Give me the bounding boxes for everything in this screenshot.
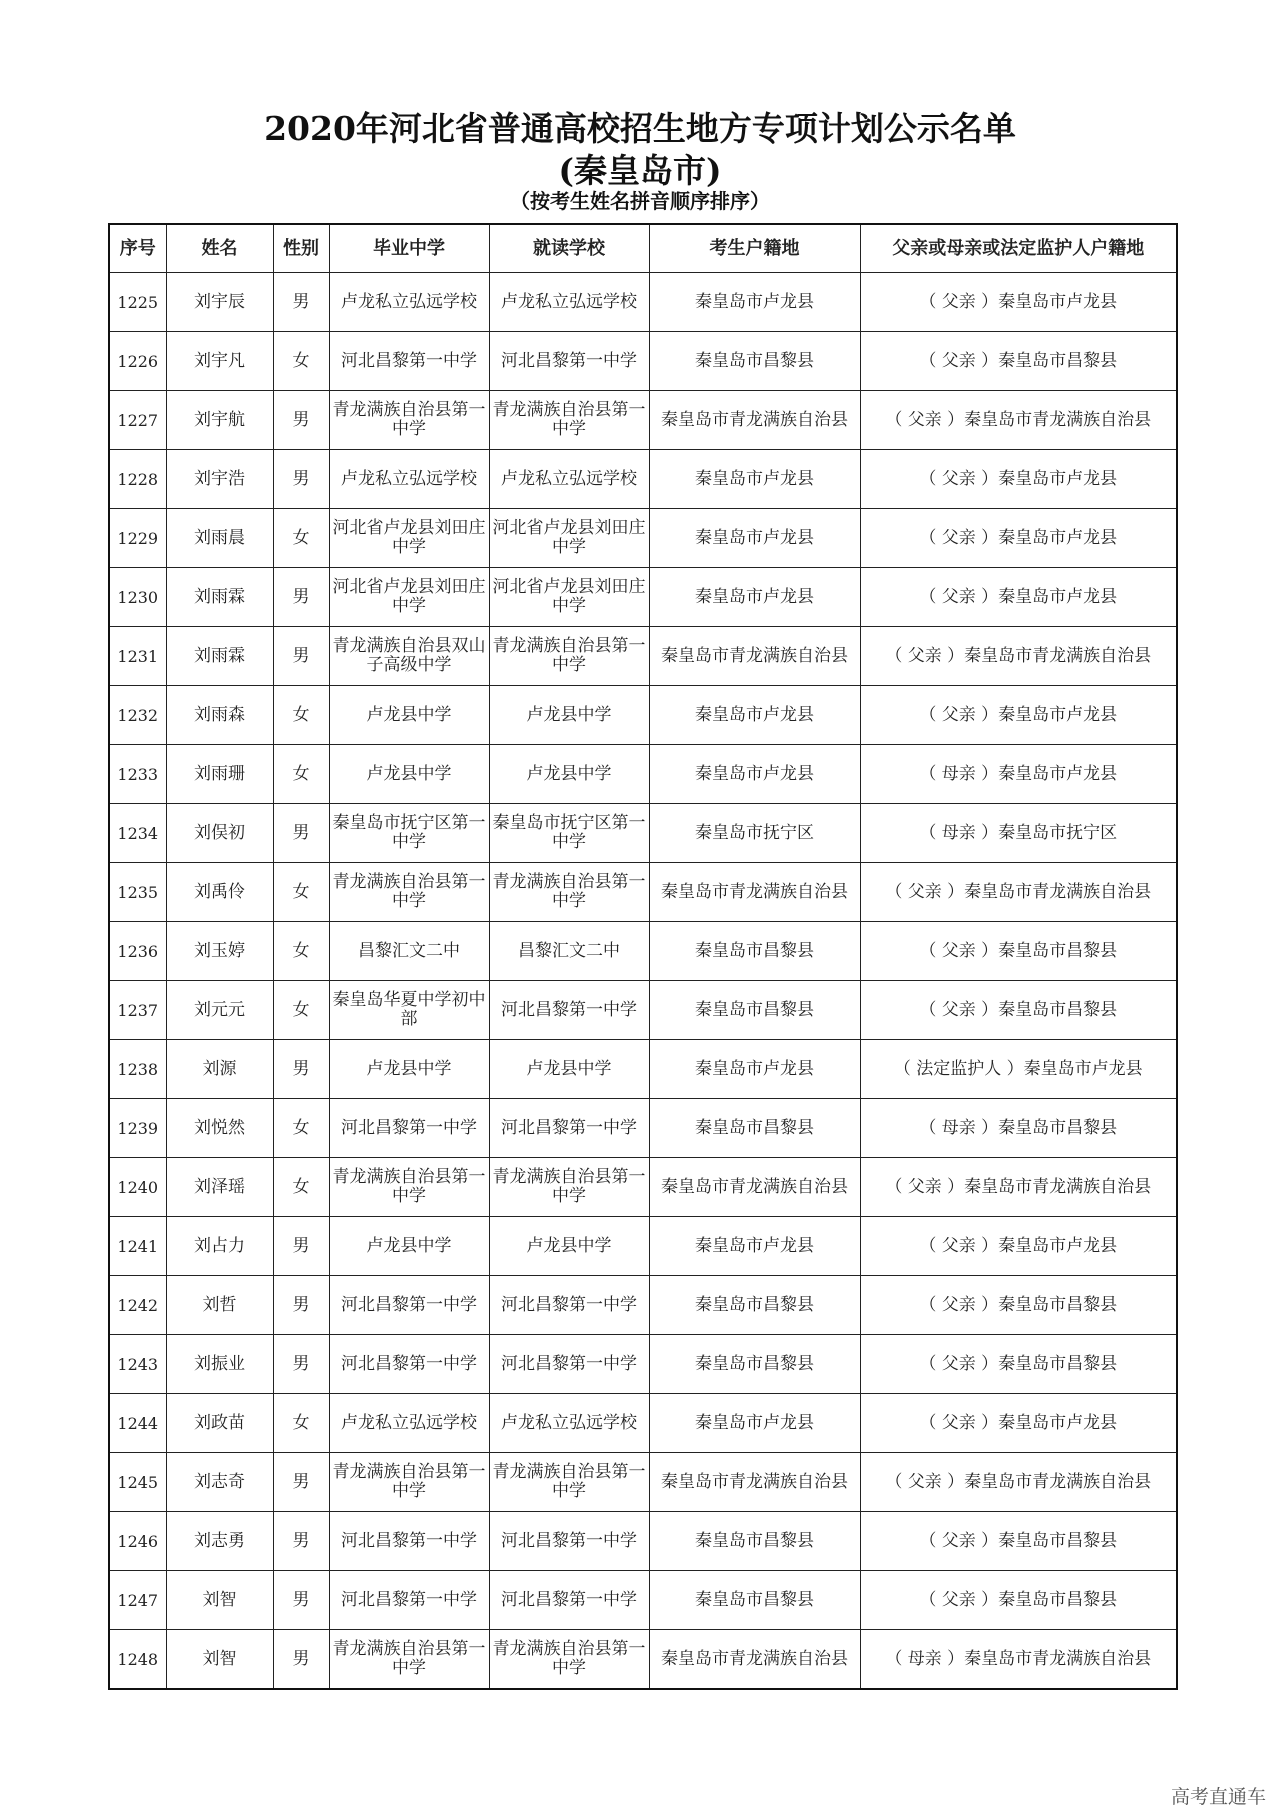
cell-name: 刘政苗 [166, 1394, 273, 1453]
cell-student-hukou: 秦皇岛市昌黎县 [649, 332, 860, 391]
cell-gender: 男 [273, 1276, 329, 1335]
cell-current-school: 卢龙县中学 [489, 686, 649, 745]
cell-index: 1238 [109, 1040, 166, 1099]
cell-guardian-hukou: （ 母亲 ）秦皇岛市青龙满族自治县 [860, 1630, 1177, 1690]
table-row [109, 745, 1177, 804]
cell-gender: 男 [273, 1630, 329, 1690]
cell-index: 1229 [109, 509, 166, 568]
cell-student-hukou: 秦皇岛市卢龙县 [649, 568, 860, 627]
cell-name: 刘占力 [166, 1217, 273, 1276]
table-row [109, 922, 1177, 981]
cell-gender: 男 [273, 1512, 329, 1571]
cell-name: 刘悦然 [166, 1099, 273, 1158]
cell-graduated-school: 河北省卢龙县刘田庄中学 [329, 509, 489, 568]
cell-name: 刘志奇 [166, 1453, 273, 1512]
cell-current-school: 卢龙私立弘远学校 [489, 273, 649, 332]
cell-index: 1227 [109, 391, 166, 450]
header-graduated-school: 毕业中学 [329, 224, 489, 273]
cell-name: 刘雨霖 [166, 568, 273, 627]
cell-guardian-hukou: （ 父亲 ）秦皇岛市卢龙县 [860, 450, 1177, 509]
cell-guardian-hukou: （ 父亲 ）秦皇岛市昌黎县 [860, 981, 1177, 1040]
cell-index: 1237 [109, 981, 166, 1040]
table-row [109, 981, 1177, 1040]
cell-student-hukou: 秦皇岛市青龙满族自治县 [649, 1630, 860, 1690]
cell-graduated-school: 青龙满族自治县第一中学 [329, 863, 489, 922]
cell-current-school: 河北省卢龙县刘田庄中学 [489, 509, 649, 568]
cell-gender: 女 [273, 981, 329, 1040]
cell-graduated-school: 青龙满族自治县双山子高级中学 [329, 627, 489, 686]
cell-current-school: 卢龙县中学 [489, 745, 649, 804]
cell-graduated-school: 河北昌黎第一中学 [329, 1335, 489, 1394]
cell-guardian-hukou: （ 父亲 ）秦皇岛市青龙满族自治县 [860, 863, 1177, 922]
cell-guardian-hukou: （ 父亲 ）秦皇岛市昌黎县 [860, 332, 1177, 391]
cell-student-hukou: 秦皇岛市抚宁区 [649, 804, 860, 863]
cell-gender: 男 [273, 450, 329, 509]
cell-index: 1231 [109, 627, 166, 686]
cell-graduated-school: 青龙满族自治县第一中学 [329, 1453, 489, 1512]
cell-name: 刘泽瑶 [166, 1158, 273, 1217]
cell-student-hukou: 秦皇岛市卢龙县 [649, 1040, 860, 1099]
cell-gender: 女 [273, 1394, 329, 1453]
cell-name: 刘源 [166, 1040, 273, 1099]
cell-current-school: 卢龙县中学 [489, 1040, 649, 1099]
cell-index: 1245 [109, 1453, 166, 1512]
cell-student-hukou: 秦皇岛市卢龙县 [649, 273, 860, 332]
cell-current-school: 河北昌黎第一中学 [489, 1571, 649, 1630]
cell-name: 刘宇航 [166, 391, 273, 450]
document-title: 2020年河北省普通高校招生地方专项计划公示名单 [264, 109, 1016, 148]
cell-graduated-school: 秦皇岛市抚宁区第一中学 [329, 804, 489, 863]
table-row [109, 273, 1177, 332]
cell-student-hukou: 秦皇岛市昌黎县 [649, 1335, 860, 1394]
header-current-school: 就读学校 [489, 224, 649, 273]
cell-name: 刘禹伶 [166, 863, 273, 922]
cell-guardian-hukou: （ 父亲 ）秦皇岛市卢龙县 [860, 509, 1177, 568]
cell-guardian-hukou: （ 母亲 ）秦皇岛市抚宁区 [860, 804, 1177, 863]
cell-guardian-hukou: （ 父亲 ）秦皇岛市卢龙县 [860, 686, 1177, 745]
cell-graduated-school: 青龙满族自治县第一中学 [329, 1630, 489, 1690]
cell-guardian-hukou: （ 父亲 ）秦皇岛市昌黎县 [860, 1276, 1177, 1335]
cell-current-school: 秦皇岛市抚宁区第一中学 [489, 804, 649, 863]
cell-gender: 女 [273, 1158, 329, 1217]
cell-guardian-hukou: （ 法定监护人 ）秦皇岛市卢龙县 [860, 1040, 1177, 1099]
cell-gender: 女 [273, 1099, 329, 1158]
cell-graduated-school: 河北昌黎第一中学 [329, 1099, 489, 1158]
cell-gender: 男 [273, 568, 329, 627]
cell-index: 1236 [109, 922, 166, 981]
cell-index: 1247 [109, 1571, 166, 1630]
table-row [109, 863, 1177, 922]
cell-name: 刘玉婷 [166, 922, 273, 981]
table-row [109, 686, 1177, 745]
cell-index: 1244 [109, 1394, 166, 1453]
header-guardian-hukou: 父亲或母亲或法定监护人户籍地 [860, 224, 1177, 273]
cell-current-school: 河北省卢龙县刘田庄中学 [489, 568, 649, 627]
cell-current-school: 青龙满族自治县第一中学 [489, 1453, 649, 1512]
cell-current-school: 青龙满族自治县第一中学 [489, 1158, 649, 1217]
cell-student-hukou: 秦皇岛市卢龙县 [649, 1394, 860, 1453]
table-row [109, 1099, 1177, 1158]
table-row [109, 391, 1177, 450]
cell-gender: 男 [273, 1335, 329, 1394]
cell-name: 刘智 [166, 1630, 273, 1690]
cell-guardian-hukou: （ 父亲 ）秦皇岛市青龙满族自治县 [860, 1158, 1177, 1217]
cell-index: 1233 [109, 745, 166, 804]
admission-list-table [108, 223, 1178, 1690]
cell-current-school: 青龙满族自治县第一中学 [489, 1630, 649, 1690]
cell-gender: 女 [273, 686, 329, 745]
cell-current-school: 卢龙私立弘远学校 [489, 1394, 649, 1453]
cell-current-school: 河北昌黎第一中学 [489, 981, 649, 1040]
cell-gender: 男 [273, 1453, 329, 1512]
cell-name: 刘智 [166, 1571, 273, 1630]
header-gender: 性别 [273, 224, 329, 273]
cell-graduated-school: 昌黎汇文二中 [329, 922, 489, 981]
cell-name: 刘宇浩 [166, 450, 273, 509]
cell-guardian-hukou: （ 母亲 ）秦皇岛市昌黎县 [860, 1099, 1177, 1158]
cell-graduated-school: 卢龙县中学 [329, 686, 489, 745]
cell-index: 1234 [109, 804, 166, 863]
cell-student-hukou: 秦皇岛市卢龙县 [649, 1217, 860, 1276]
cell-index: 1235 [109, 863, 166, 922]
cell-index: 1232 [109, 686, 166, 745]
cell-current-school: 卢龙县中学 [489, 1217, 649, 1276]
document-subtitle: (秦皇岛市) [558, 151, 722, 190]
cell-graduated-school: 青龙满族自治县第一中学 [329, 1158, 489, 1217]
cell-name: 刘振业 [166, 1335, 273, 1394]
table-row [109, 1512, 1177, 1571]
cell-student-hukou: 秦皇岛市青龙满族自治县 [649, 1453, 860, 1512]
cell-current-school: 昌黎汇文二中 [489, 922, 649, 981]
cell-guardian-hukou: （ 父亲 ）秦皇岛市青龙满族自治县 [860, 1453, 1177, 1512]
cell-current-school: 青龙满族自治县第一中学 [489, 627, 649, 686]
table-row [109, 1394, 1177, 1453]
cell-current-school: 青龙满族自治县第一中学 [489, 863, 649, 922]
cell-index: 1242 [109, 1276, 166, 1335]
cell-name: 刘雨珊 [166, 745, 273, 804]
table-row [109, 1217, 1177, 1276]
cell-name: 刘雨森 [166, 686, 273, 745]
cell-gender: 女 [273, 922, 329, 981]
table-row [109, 804, 1177, 863]
cell-current-school: 河北昌黎第一中学 [489, 1335, 649, 1394]
cell-student-hukou: 秦皇岛市卢龙县 [649, 450, 860, 509]
cell-gender: 男 [273, 391, 329, 450]
table-row [109, 332, 1177, 391]
table-header-row [109, 224, 1177, 273]
cell-student-hukou: 秦皇岛市昌黎县 [649, 922, 860, 981]
cell-index: 1226 [109, 332, 166, 391]
cell-guardian-hukou: （ 父亲 ）秦皇岛市昌黎县 [860, 922, 1177, 981]
cell-gender: 男 [273, 273, 329, 332]
cell-student-hukou: 秦皇岛市昌黎县 [649, 1512, 860, 1571]
cell-index: 1239 [109, 1099, 166, 1158]
cell-student-hukou: 秦皇岛市青龙满族自治县 [649, 1158, 860, 1217]
cell-gender: 女 [273, 745, 329, 804]
cell-student-hukou: 秦皇岛市昌黎县 [649, 1276, 860, 1335]
cell-student-hukou: 秦皇岛市昌黎县 [649, 1571, 860, 1630]
table-row [109, 1630, 1177, 1690]
table-row [109, 627, 1177, 686]
cell-gender: 男 [273, 627, 329, 686]
table-row [109, 509, 1177, 568]
table-body [109, 273, 1177, 1690]
table-row [109, 1571, 1177, 1630]
cell-gender: 女 [273, 509, 329, 568]
cell-current-school: 河北昌黎第一中学 [489, 1276, 649, 1335]
cell-guardian-hukou: （ 父亲 ）秦皇岛市青龙满族自治县 [860, 391, 1177, 450]
header-index: 序号 [109, 224, 166, 273]
cell-gender: 男 [273, 1217, 329, 1276]
watermark-footer: 高考直通车 [1170, 1786, 1266, 1808]
cell-name: 刘哲 [166, 1276, 273, 1335]
cell-current-school: 河北昌黎第一中学 [489, 1099, 649, 1158]
cell-name: 刘宇凡 [166, 332, 273, 391]
cell-gender: 男 [273, 804, 329, 863]
cell-graduated-school: 卢龙县中学 [329, 745, 489, 804]
cell-guardian-hukou: （ 父亲 ）秦皇岛市昌黎县 [860, 1571, 1177, 1630]
cell-graduated-school: 河北省卢龙县刘田庄中学 [329, 568, 489, 627]
table-row [109, 1040, 1177, 1099]
cell-graduated-school: 卢龙私立弘远学校 [329, 1394, 489, 1453]
cell-guardian-hukou: （ 父亲 ）秦皇岛市卢龙县 [860, 273, 1177, 332]
cell-index: 1246 [109, 1512, 166, 1571]
cell-name: 刘俣初 [166, 804, 273, 863]
cell-current-school: 河北昌黎第一中学 [489, 332, 649, 391]
cell-guardian-hukou: （ 母亲 ）秦皇岛市卢龙县 [860, 745, 1177, 804]
cell-graduated-school: 青龙满族自治县第一中学 [329, 391, 489, 450]
cell-graduated-school: 卢龙私立弘远学校 [329, 450, 489, 509]
cell-guardian-hukou: （ 父亲 ）秦皇岛市青龙满族自治县 [860, 627, 1177, 686]
cell-name: 刘元元 [166, 981, 273, 1040]
header-student-hukou: 考生户籍地 [649, 224, 860, 273]
cell-graduated-school: 秦皇岛华夏中学初中部 [329, 981, 489, 1040]
cell-graduated-school: 卢龙县中学 [329, 1040, 489, 1099]
cell-gender: 女 [273, 332, 329, 391]
cell-guardian-hukou: （ 父亲 ）秦皇岛市卢龙县 [860, 1394, 1177, 1453]
cell-index: 1228 [109, 450, 166, 509]
table-row [109, 568, 1177, 627]
cell-index: 1248 [109, 1630, 166, 1690]
cell-guardian-hukou: （ 父亲 ）秦皇岛市卢龙县 [860, 1217, 1177, 1276]
cell-student-hukou: 秦皇岛市青龙满族自治县 [649, 391, 860, 450]
table-row [109, 1158, 1177, 1217]
cell-name: 刘雨霖 [166, 627, 273, 686]
cell-index: 1230 [109, 568, 166, 627]
cell-gender: 男 [273, 1571, 329, 1630]
header-name: 姓名 [166, 224, 273, 273]
cell-name: 刘雨晨 [166, 509, 273, 568]
cell-guardian-hukou: （ 父亲 ）秦皇岛市昌黎县 [860, 1512, 1177, 1571]
cell-index: 1240 [109, 1158, 166, 1217]
cell-student-hukou: 秦皇岛市青龙满族自治县 [649, 627, 860, 686]
cell-student-hukou: 秦皇岛市卢龙县 [649, 745, 860, 804]
cell-current-school: 卢龙私立弘远学校 [489, 450, 649, 509]
cell-index: 1243 [109, 1335, 166, 1394]
cell-graduated-school: 河北昌黎第一中学 [329, 1276, 489, 1335]
cell-index: 1225 [109, 273, 166, 332]
cell-student-hukou: 秦皇岛市青龙满族自治县 [649, 863, 860, 922]
table-row [109, 450, 1177, 509]
cell-gender: 女 [273, 863, 329, 922]
cell-current-school: 青龙满族自治县第一中学 [489, 391, 649, 450]
cell-current-school: 河北昌黎第一中学 [489, 1512, 649, 1571]
cell-graduated-school: 河北昌黎第一中学 [329, 1512, 489, 1571]
cell-student-hukou: 秦皇岛市卢龙县 [649, 686, 860, 745]
cell-student-hukou: 秦皇岛市昌黎县 [649, 1099, 860, 1158]
cell-name: 刘志勇 [166, 1512, 273, 1571]
cell-graduated-school: 卢龙县中学 [329, 1217, 489, 1276]
cell-name: 刘宇辰 [166, 273, 273, 332]
cell-student-hukou: 秦皇岛市卢龙县 [649, 509, 860, 568]
cell-graduated-school: 河北昌黎第一中学 [329, 332, 489, 391]
table-row [109, 1453, 1177, 1512]
cell-guardian-hukou: （ 父亲 ）秦皇岛市昌黎县 [860, 1335, 1177, 1394]
cell-index: 1241 [109, 1217, 166, 1276]
sort-note: （按考生姓名拼音顺序排序） [510, 189, 770, 213]
table-row [109, 1276, 1177, 1335]
cell-gender: 男 [273, 1040, 329, 1099]
cell-graduated-school: 河北昌黎第一中学 [329, 1571, 489, 1630]
cell-graduated-school: 卢龙私立弘远学校 [329, 273, 489, 332]
table-row [109, 1335, 1177, 1394]
cell-guardian-hukou: （ 父亲 ）秦皇岛市卢龙县 [860, 568, 1177, 627]
cell-student-hukou: 秦皇岛市昌黎县 [649, 981, 860, 1040]
